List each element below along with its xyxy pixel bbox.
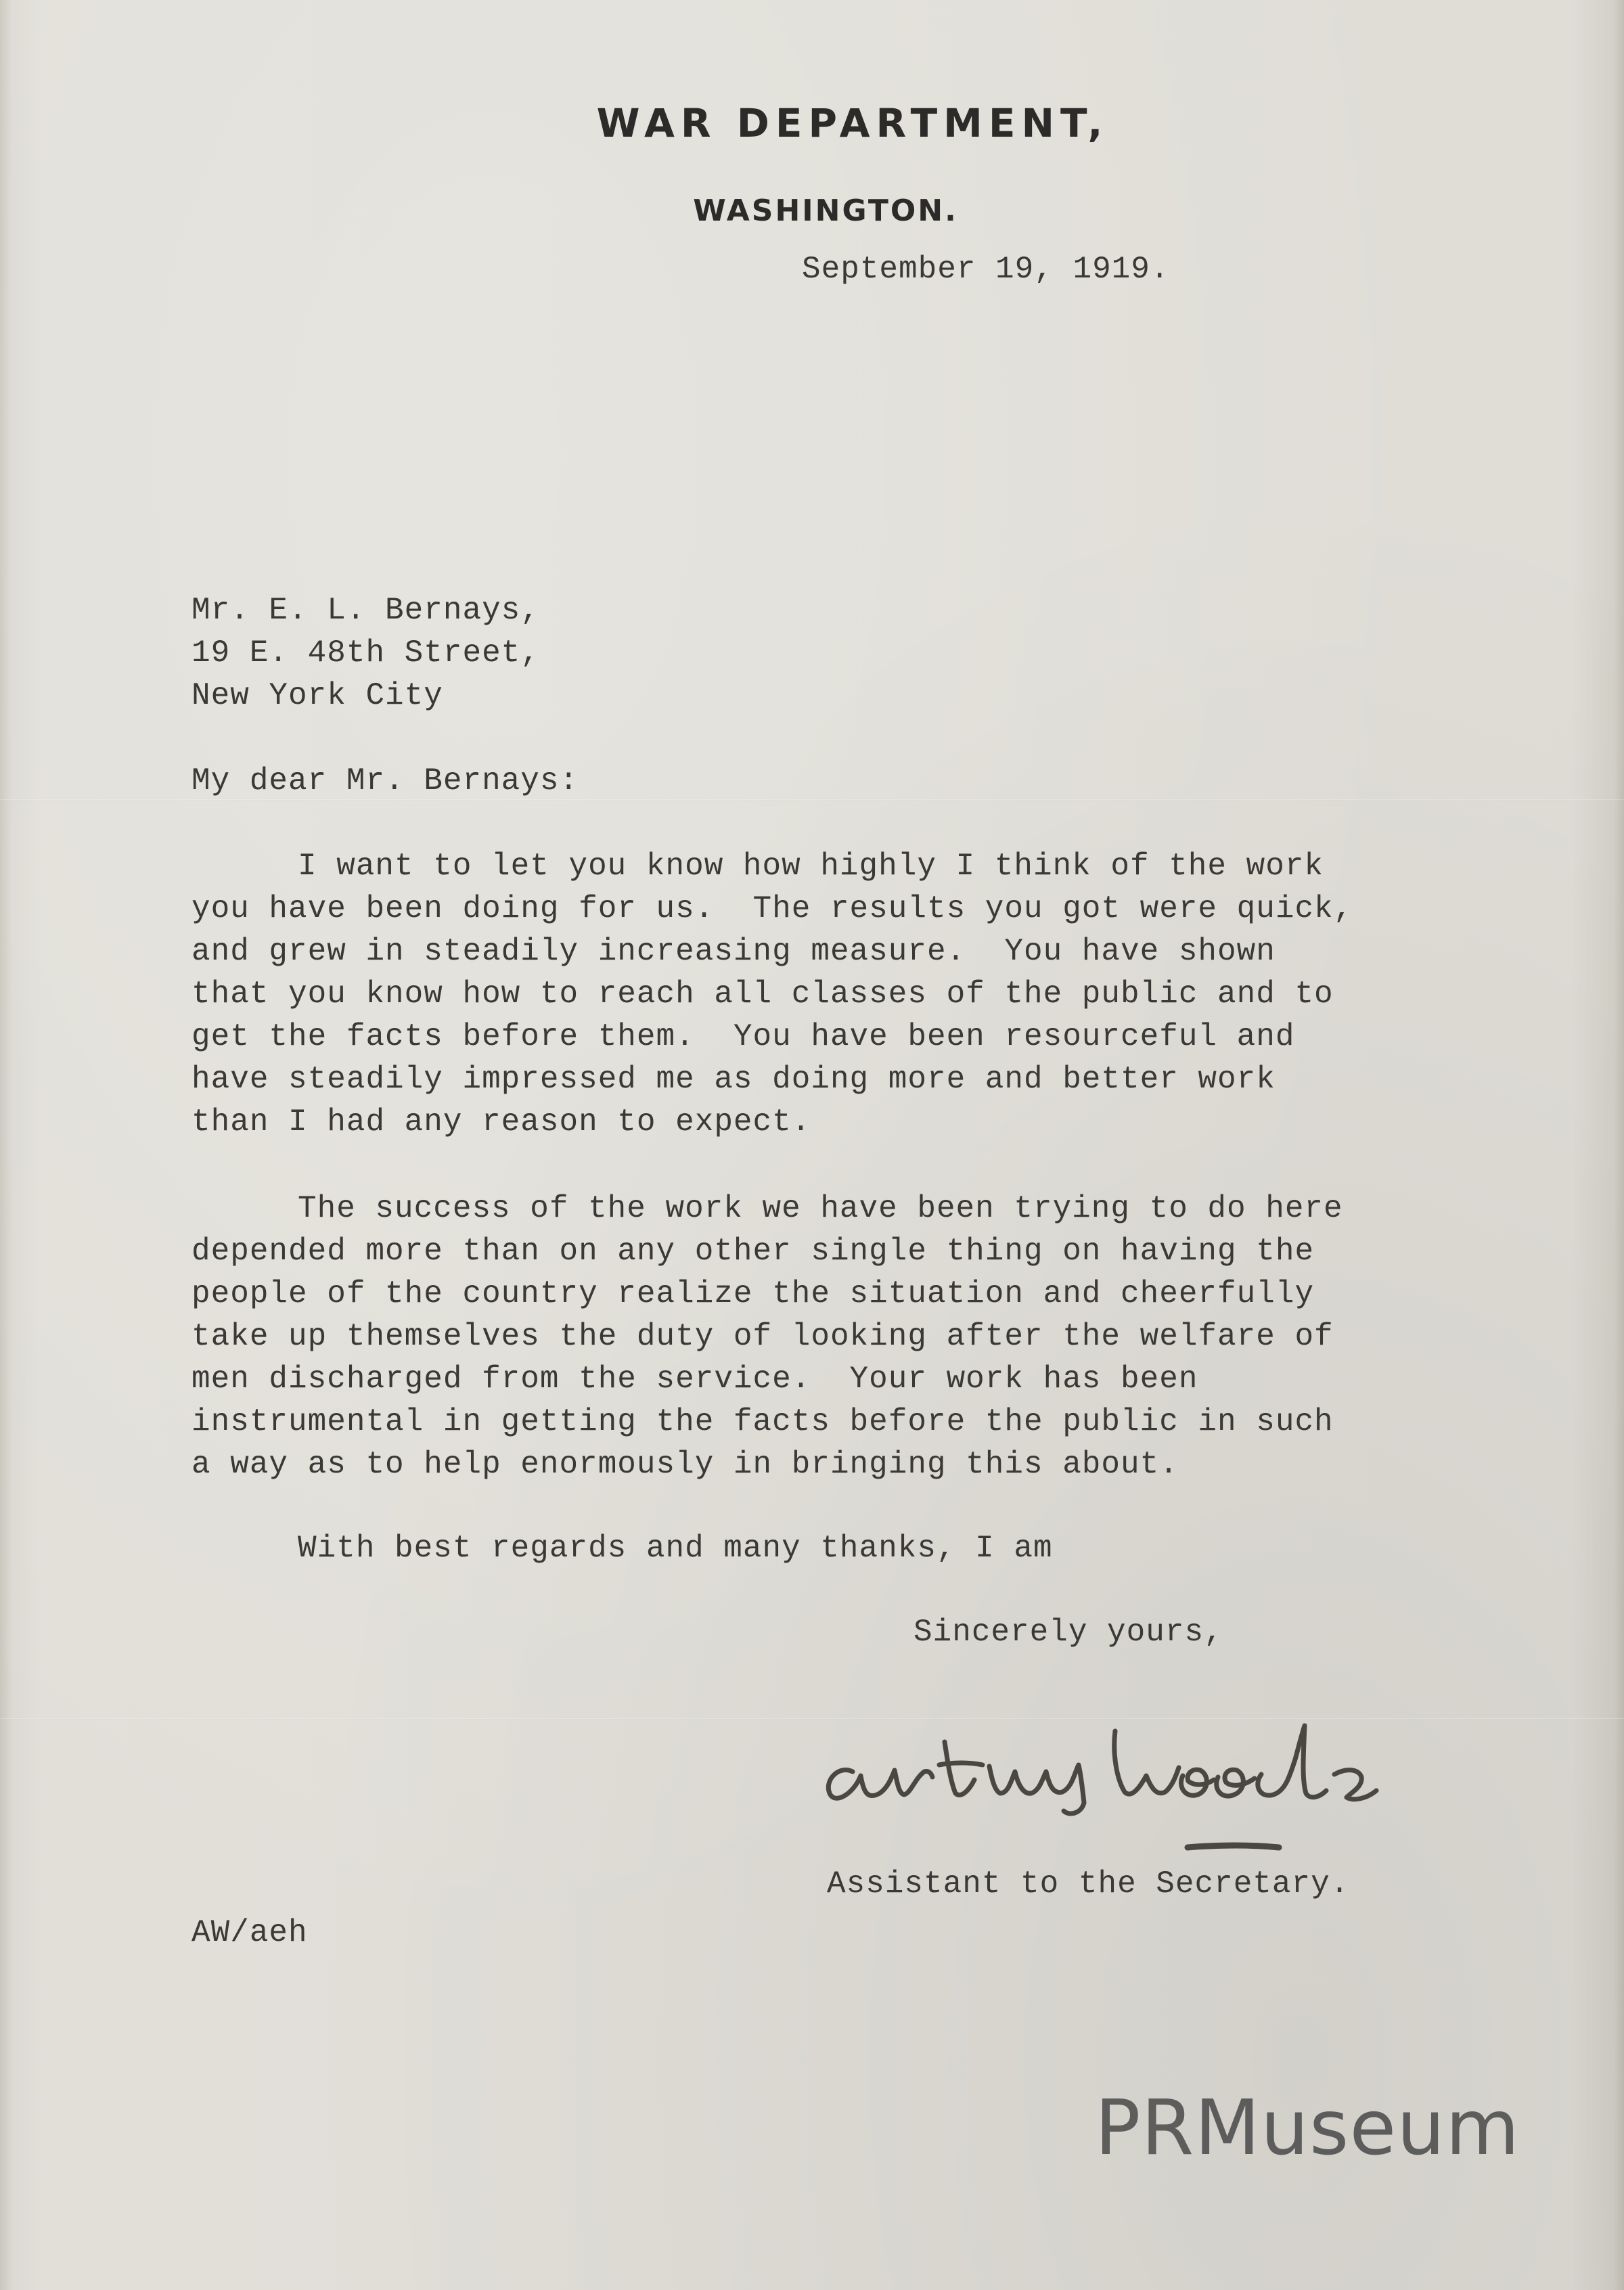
address-line: Mr. E. L. Bernays, xyxy=(191,593,540,628)
closing-line: With best regards and many thanks, I am xyxy=(298,1531,1053,1566)
paragraph-line: you have been doing for us. The results you got were quick, xyxy=(191,891,1353,926)
prmuseum-watermark: PRMuseum xyxy=(1095,2084,1520,2172)
complimentary-close: Sincerely yours, xyxy=(914,1615,1223,1650)
paragraph-line: than I had any reason to expect. xyxy=(191,1104,811,1140)
paragraph-line: a way as to help enormously in bringing this about. xyxy=(191,1447,1179,1482)
letterhead-title: WAR DEPARTMENT, xyxy=(596,100,1109,146)
letter-date: September 19, 1919. xyxy=(802,252,1170,287)
signature-underline xyxy=(1188,1845,1279,1847)
address-line: New York City xyxy=(191,678,443,713)
handwritten-signature xyxy=(812,1692,1475,1868)
paragraph-line: I want to let you know how highly I think of the work xyxy=(298,849,1324,884)
paragraph-line: depended more than on any other single thing on having the xyxy=(191,1234,1315,1269)
paper-fold-line xyxy=(0,799,1624,801)
salutation: My dear Mr. Bernays: xyxy=(191,763,579,799)
paragraph-line: have steadily impressed me as doing more and better work xyxy=(191,1062,1276,1097)
paragraph-line: that you know how to reach all classes of the public and to xyxy=(191,976,1334,1012)
paragraph-line: and grew in steadily increasing measure. You have shown xyxy=(191,934,1276,969)
paragraph-line: The success of the work we have been trying to do here xyxy=(298,1191,1343,1226)
letterhead-city: WASHINGTON. xyxy=(693,194,958,228)
paragraph-line: instrumental in getting the facts before the public in such xyxy=(191,1404,1334,1439)
signer-title: Assistant to the Secretary. xyxy=(827,1866,1350,1902)
address-line: 19 E. 48th Street, xyxy=(191,635,540,671)
paragraph-line: get the facts before them. You have been resourceful and xyxy=(191,1019,1295,1054)
paragraph-line: take up themselves the duty of looking after the welfare of xyxy=(191,1319,1334,1354)
typist-initials: AW/aeh xyxy=(191,1915,308,1950)
paragraph-line: men discharged from the service. Your work has been xyxy=(191,1362,1198,1397)
paragraph-line: people of the country realize the situation and cheerfully xyxy=(191,1276,1315,1311)
signature-strokes xyxy=(828,1726,1376,1814)
